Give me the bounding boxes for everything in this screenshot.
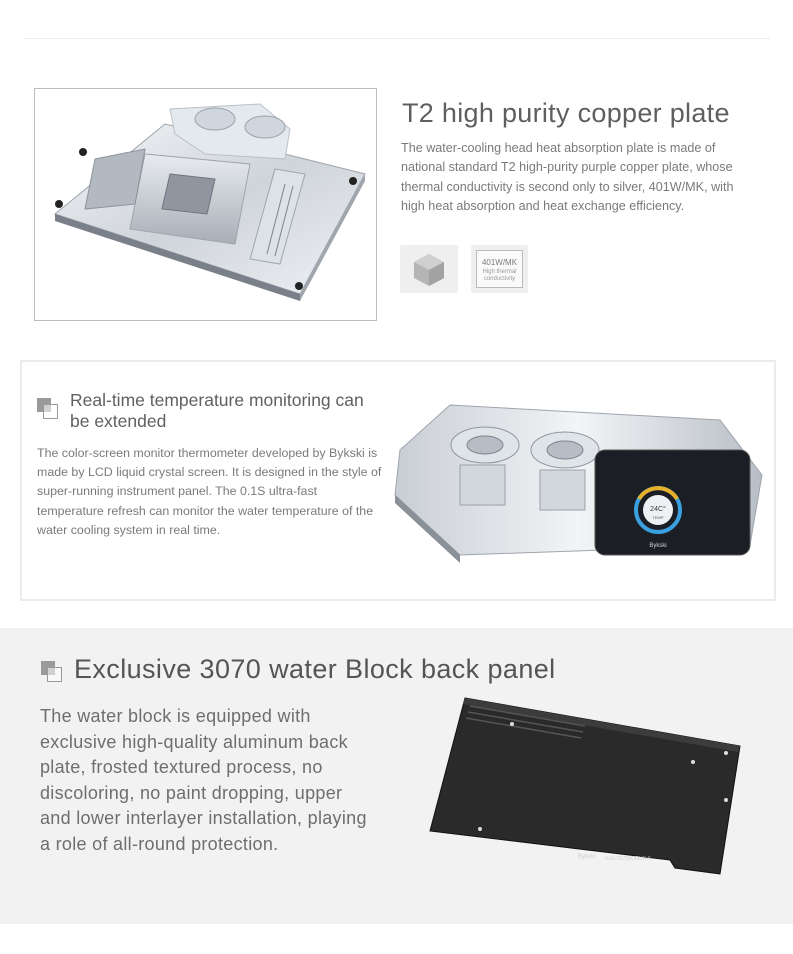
- display-temp-label: TEMP: [652, 515, 664, 520]
- backplate-image: [420, 696, 750, 876]
- backplate-title: Exclusive 3070 water Block back panel: [74, 654, 556, 684]
- water-block-display-image: [390, 395, 765, 565]
- conductivity-badge: [471, 245, 528, 293]
- conductivity-label: High thermal conductivity: [482, 269, 517, 282]
- cube-badge: [400, 245, 458, 293]
- backplate-description: The water block is equipped with exclusive high-quality aluminum back plate, frosted textured process, no discoloring, no paint dropping, upper and lower interlayer installation, playing a role of all-round protection.: [40, 706, 367, 854]
- cube-icon: [400, 245, 458, 293]
- display-brand: Bykski: [649, 543, 667, 549]
- top-dotted-divider: [24, 38, 769, 39]
- backplate-model: N-EV3070AORUS-X: [605, 856, 651, 862]
- display-temperature: 24C°: [650, 506, 666, 513]
- copper-plate-description: The water-cooling head heat absorption plate is made of national standard T2 high-purity purple copper plate, whose thermal conductivity is second only to silver, 401W/MK, with high heat absorption and heat exchange efficiency.: [401, 141, 734, 213]
- backplate-brand: Bykski: [578, 854, 596, 860]
- square-bullet-icon: [37, 398, 57, 418]
- conductivity-badge-frame: [476, 250, 523, 288]
- square-bullet-icon: [41, 661, 61, 681]
- monitor-description: The color-screen monitor thermometer developed by Bykski is made by LCD liquid crystal screen. It is designed in the style of super-running instrument panel. The 0.1S ultra-fast temperature refresh can monitor the water temperature of the water cooling system in real time.: [37, 446, 382, 537]
- monitor-title: Real-time temperature monitoring can be extended: [70, 390, 364, 431]
- conductivity-value: 401W/MK: [481, 258, 518, 267]
- water-block-image: [34, 88, 377, 321]
- copper-plate-title: T2 high purity copper plate: [402, 98, 730, 128]
